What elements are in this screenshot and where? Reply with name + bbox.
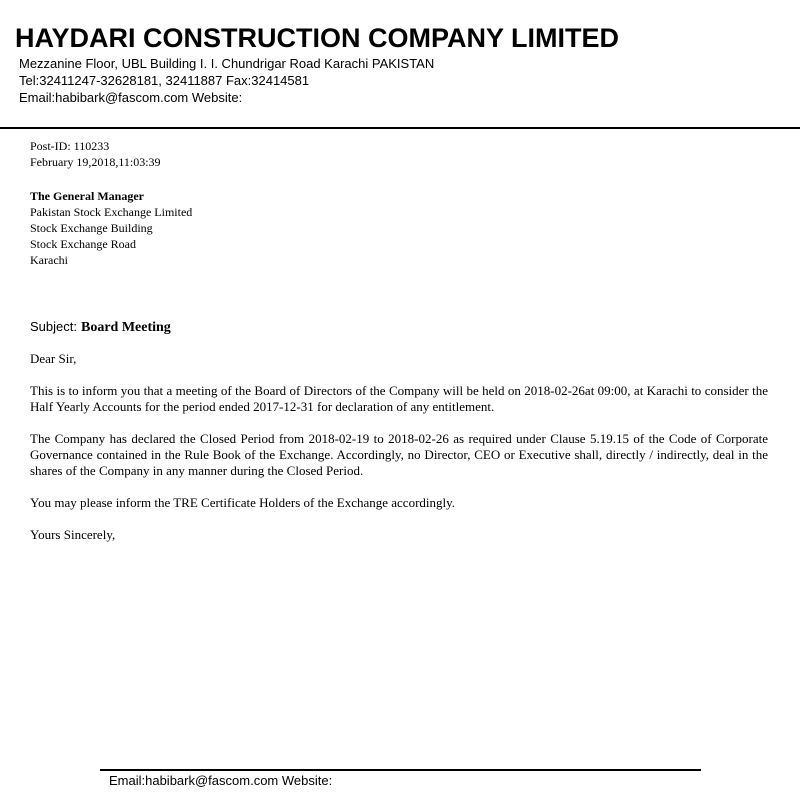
company-phone-fax: Tel:32411247-32628181, 32411887 Fax:32414581 <box>19 73 310 88</box>
paragraph-closed-period: The Company has declared the Closed Period from 2018-02-19 to 2018-02-26 as required under Clause 5.19.15 of the Code of Corporate Governance contained in the Rule Book of the Exchange. Accordingly, no Director, CEO or Executive shall, directly / indirectly, deal in the shares of the Company in any manner during the Closed Period. <box>30 431 768 478</box>
recipient-city: Karachi <box>30 253 68 267</box>
company-address: Mezzanine Floor, UBL Building I. I. Chundrigar Road Karachi PAKISTAN <box>19 56 435 71</box>
recipient-road: Stock Exchange Road <box>30 237 136 251</box>
letter-date: February 19,2018,11:03:39 <box>30 155 161 169</box>
subject-line <box>30 319 171 336</box>
recipient-organization: Pakistan Stock Exchange Limited <box>30 205 193 219</box>
paragraph-meeting-notice: This is to inform you that a meeting of the Board of Directors of the Company will be held on 2018-02-26at 09:00, at Karachi to consider the Half Yearly Accounts for the period ended 2017-12-31 for declaration of any entitlement. <box>30 383 768 414</box>
footer-divider <box>100 769 701 771</box>
subject-label: Subject: <box>30 319 77 334</box>
company-email-website: Email:habibark@fascom.com Website: <box>19 90 243 105</box>
header-divider <box>0 127 800 129</box>
letterhead <box>0 0 800 129</box>
closing: Yours Sincerely, <box>30 527 116 542</box>
paragraph-inform-holders: You may please inform the TRE Certificate Holders of the Exchange accordingly. <box>30 495 456 510</box>
post-id: Post-ID: 110233 <box>30 139 110 153</box>
footer-email-website: Email:habibark@fascom.com Website: <box>109 773 333 788</box>
salutation: Dear Sir, <box>30 351 77 366</box>
recipient-building: Stock Exchange Building <box>30 221 153 235</box>
subject-text: Board Meeting <box>80 320 171 335</box>
company-name: HAYDARI CONSTRUCTION COMPANY LIMITED <box>15 23 620 53</box>
recipient-title: The General Manager <box>30 189 144 203</box>
